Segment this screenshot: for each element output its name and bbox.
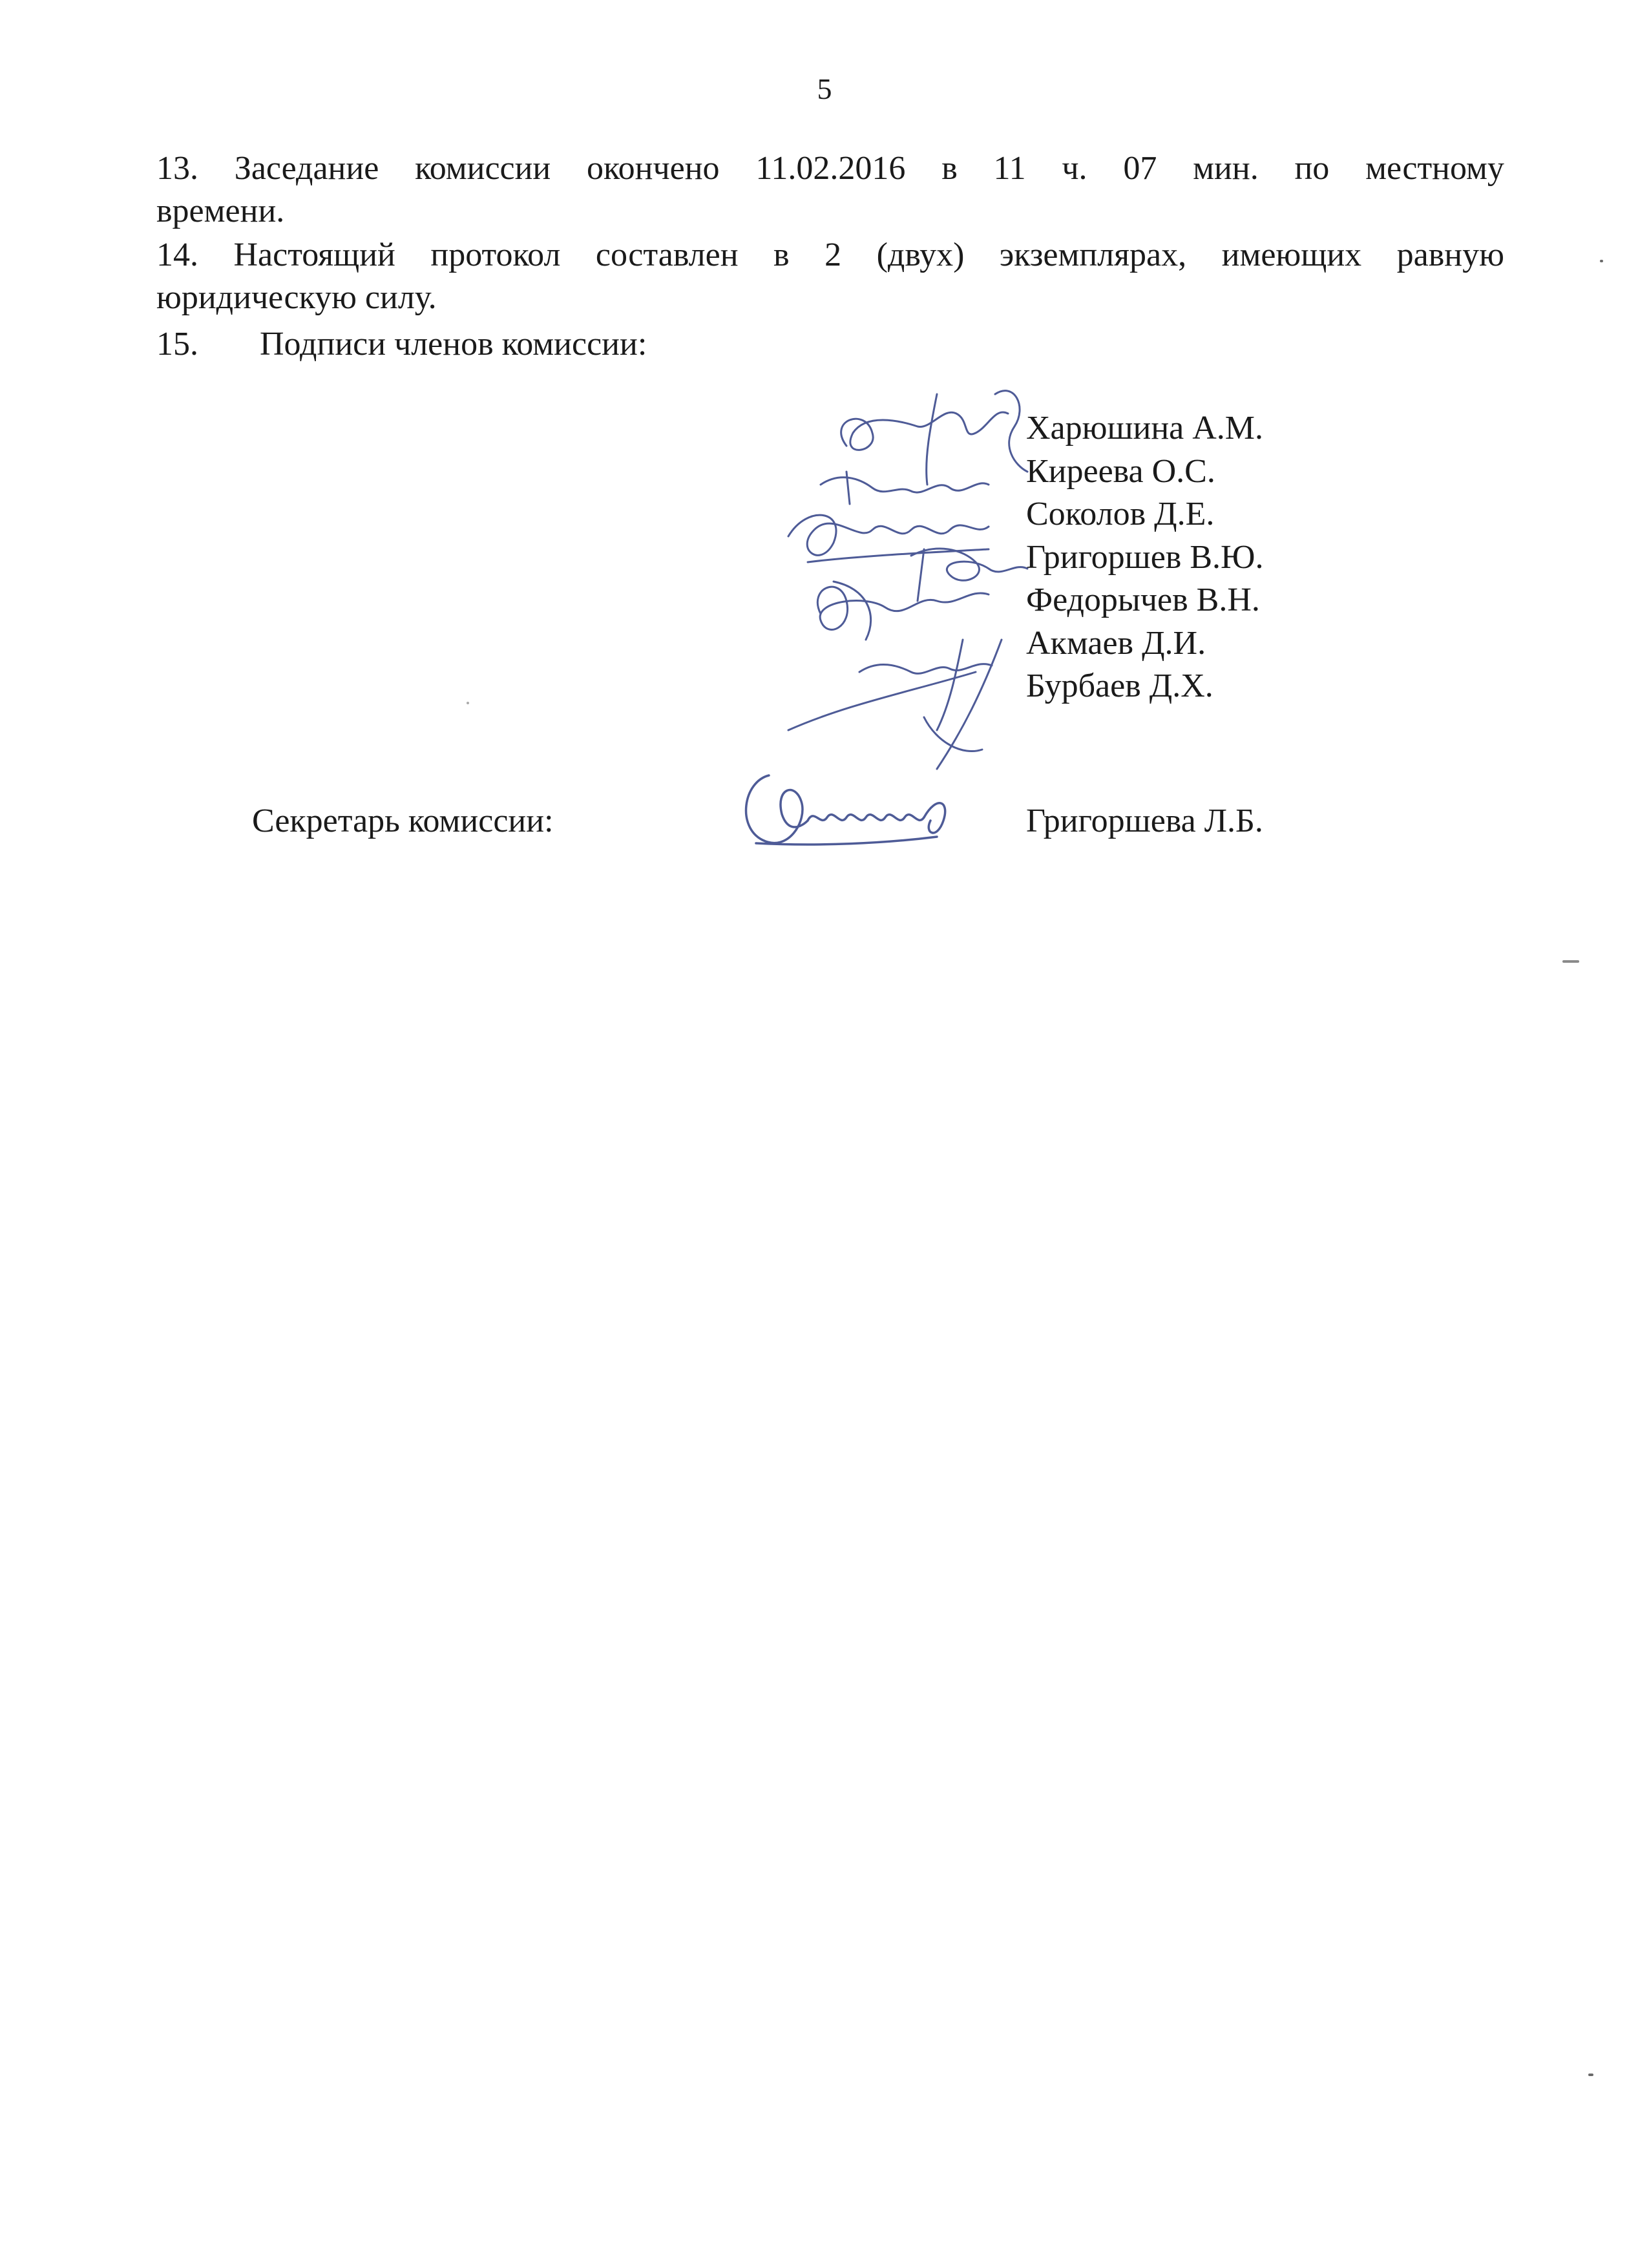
signature-stroke [808, 815, 924, 821]
clause-14-word: равную [1396, 236, 1504, 273]
scan-speck [1562, 960, 1579, 963]
member-name: Соколов Д.Е. [1026, 496, 1215, 532]
clause-13-word: 11 [993, 150, 1026, 187]
clause-13-word: окончено [587, 150, 720, 187]
clause-13-word: 13. [156, 150, 198, 187]
member-name: Киреева О.С. [1026, 452, 1215, 490]
member-name: Акмаев Д.И. [1026, 624, 1206, 662]
clause-13-word: ч. [1062, 150, 1087, 187]
clause-13-word: местному [1365, 150, 1504, 187]
clause-13-continuation: времени. [156, 193, 285, 229]
clause-14-word: составлен [595, 236, 739, 273]
scan-speck [1600, 260, 1603, 262]
clause-14-word: экземплярах, [999, 236, 1187, 273]
signature-stroke [918, 549, 924, 601]
clause-14-word: 2 [824, 236, 842, 273]
signature-stroke [924, 717, 982, 751]
clause-14-first-line [156, 234, 1504, 277]
member-name: Григоршев В.Ю. [1026, 538, 1264, 576]
clause-13-word: Заседание [234, 150, 379, 187]
clause-15-number: 15. [156, 326, 198, 362]
member-name: Бурбаев Д.Х. [1026, 667, 1213, 704]
clause-14-word: 14. [156, 236, 198, 273]
signature-stroke [746, 775, 808, 843]
clause-13-word: мин. [1193, 150, 1259, 187]
clause-14 [156, 234, 1504, 319]
secretary-name: Григоршева Л.Б. [1026, 803, 1263, 839]
member-name: Харюшина А.М. [1026, 410, 1264, 446]
clause-13-word: 11.02.2016 [755, 150, 906, 187]
clause-13-word: комиссии [415, 150, 551, 187]
signature-stroke [924, 803, 945, 833]
signature-stroke [788, 515, 989, 555]
clause-13-word: в [941, 150, 958, 187]
signature-stroke [937, 640, 963, 730]
clause-13 [156, 147, 1504, 233]
scan-speck [1588, 2074, 1593, 2076]
member-name: Федорычев В.Н. [1026, 582, 1260, 618]
signature-stroke [927, 394, 937, 485]
member-signatures-image [769, 368, 1066, 782]
clause-13-word: по [1294, 150, 1330, 187]
clause-13-first-line [156, 147, 1504, 190]
clause-14-word: в [773, 236, 790, 273]
clause-14-word: протокол [430, 236, 561, 273]
signature-stroke [995, 391, 1027, 472]
clause-14-continuation: юридическую силу. [156, 279, 437, 316]
clause-15 [156, 323, 1504, 366]
signature-stroke [817, 587, 989, 629]
signature-stroke [808, 549, 989, 562]
signature-stroke [846, 472, 850, 504]
signature-stroke [841, 412, 1008, 450]
clause-14-word: имеющих [1221, 236, 1362, 273]
page-number: 5 [817, 72, 832, 105]
clause-15-text: Подписи членов комиссии: [260, 326, 647, 362]
members-list [1026, 407, 1263, 708]
clause-14-word: Настоящий [233, 236, 395, 273]
scan-speck [467, 702, 469, 704]
secretary-signature-image [730, 756, 963, 859]
signature-stroke [821, 478, 989, 492]
secretary-label: Секретарь комиссии: [252, 803, 554, 839]
clause-13-word: 07 [1123, 150, 1157, 187]
clause-14-word: (двух) [876, 236, 965, 273]
